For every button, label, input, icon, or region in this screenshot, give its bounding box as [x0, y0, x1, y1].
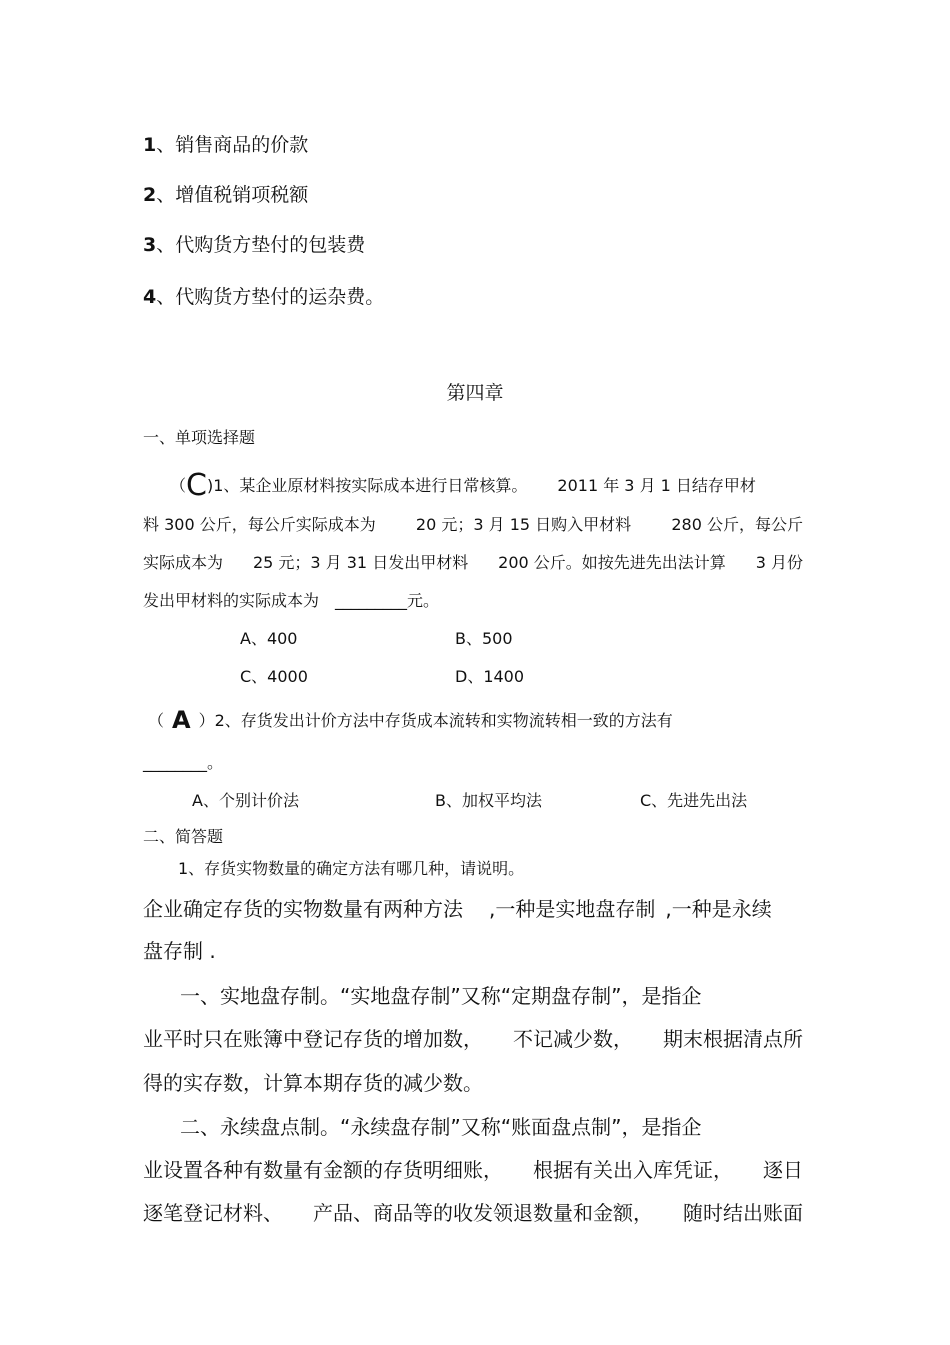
list-text: 、代购货方垫付的包装费 — [156, 234, 366, 256]
list-item — [143, 282, 384, 309]
chapter-title: 第四章 — [446, 382, 504, 404]
list-item — [143, 230, 365, 257]
list-text: 、销售商品的价款 — [156, 134, 309, 156]
option-a: A、400 — [240, 629, 298, 648]
list-number: 4 — [143, 286, 157, 308]
answer-blank: ________。 — [143, 753, 224, 772]
question-1-line-2: 料 300 公斤，每公斤实际成本为 20 元；3 月 15 日购入甲材料 280 公斤，每公斤 — [143, 515, 803, 534]
question-1-line-3: 实际成本为 25 元；3 月 31 日发出甲材料 200 公斤。如按先进先出法计算 3 月份 — [143, 553, 803, 572]
q1-answer-mark: C — [186, 468, 207, 503]
short-question: 1、存货实物数量的确定方法有哪几种，请说明。 — [178, 859, 525, 878]
question-1-line-4: 发出甲材料的实际成本为 _________元。 — [143, 591, 440, 610]
section-title: 二、简答题 — [143, 827, 224, 846]
paragraph-2-line-1: 二、永续盘点制。“永续盘存制”又称“账面盘点制”，是指企 — [180, 1115, 702, 1139]
answer-blank: _________ — [335, 591, 408, 610]
answer-intro-line-2: 盘存制 . — [143, 939, 216, 963]
option-b: B、500 — [455, 629, 513, 648]
option-c: C、4000 — [240, 667, 308, 686]
list-text: 、代购货方垫付的运杂费。 — [156, 286, 385, 308]
question-2-line-1: （ A ）2、存货发出计价方法中存货成本流转和实物流转相一致的方法有 — [148, 706, 673, 734]
option-c: C、先进先出法 — [640, 791, 748, 810]
q2-answer-mark: A — [172, 706, 191, 734]
option-a: A、个别计价法 — [192, 791, 299, 810]
question-1-line-1: （C)1、某企业原材料按实际成本进行日常核算。 2011 年 3 月 1 日结存甲材 — [170, 468, 756, 503]
list-number: 2 — [143, 184, 157, 206]
list-number: 3 — [143, 234, 157, 256]
list-item — [143, 130, 308, 157]
list-text: 、增值税销项税额 — [156, 184, 309, 206]
answer-intro-line-1: 企业确定存货的实物数量有两种方法 ,一种是实地盘存制 ,一种是永续 — [143, 897, 772, 921]
paragraph-1-line-3: 得的实存数，计算本期存货的减少数。 — [143, 1071, 483, 1095]
paragraph-2-line-3: 逐笔登记材料、 产品、商品等的收发领退数量和金额， 随时结出账面 — [143, 1201, 803, 1225]
option-b: B、加权平均法 — [435, 791, 542, 810]
list-item — [143, 180, 308, 207]
paragraph-2-line-2: 业设置各种有数量有金额的存货明细账， 根据有关出入库凭证， 逐日 — [143, 1158, 803, 1182]
list-number: 1 — [143, 134, 157, 156]
section-title: 一、单项选择题 — [143, 428, 256, 447]
option-d: D、1400 — [455, 667, 525, 686]
paragraph-1-line-2: 业平时只在账簿中登记存货的增加数， 不记减少数， 期末根据清点所 — [143, 1027, 803, 1051]
paragraph-1-line-1: 一、实地盘存制。“实地盘存制”又称“定期盘存制”，是指企 — [180, 984, 702, 1008]
